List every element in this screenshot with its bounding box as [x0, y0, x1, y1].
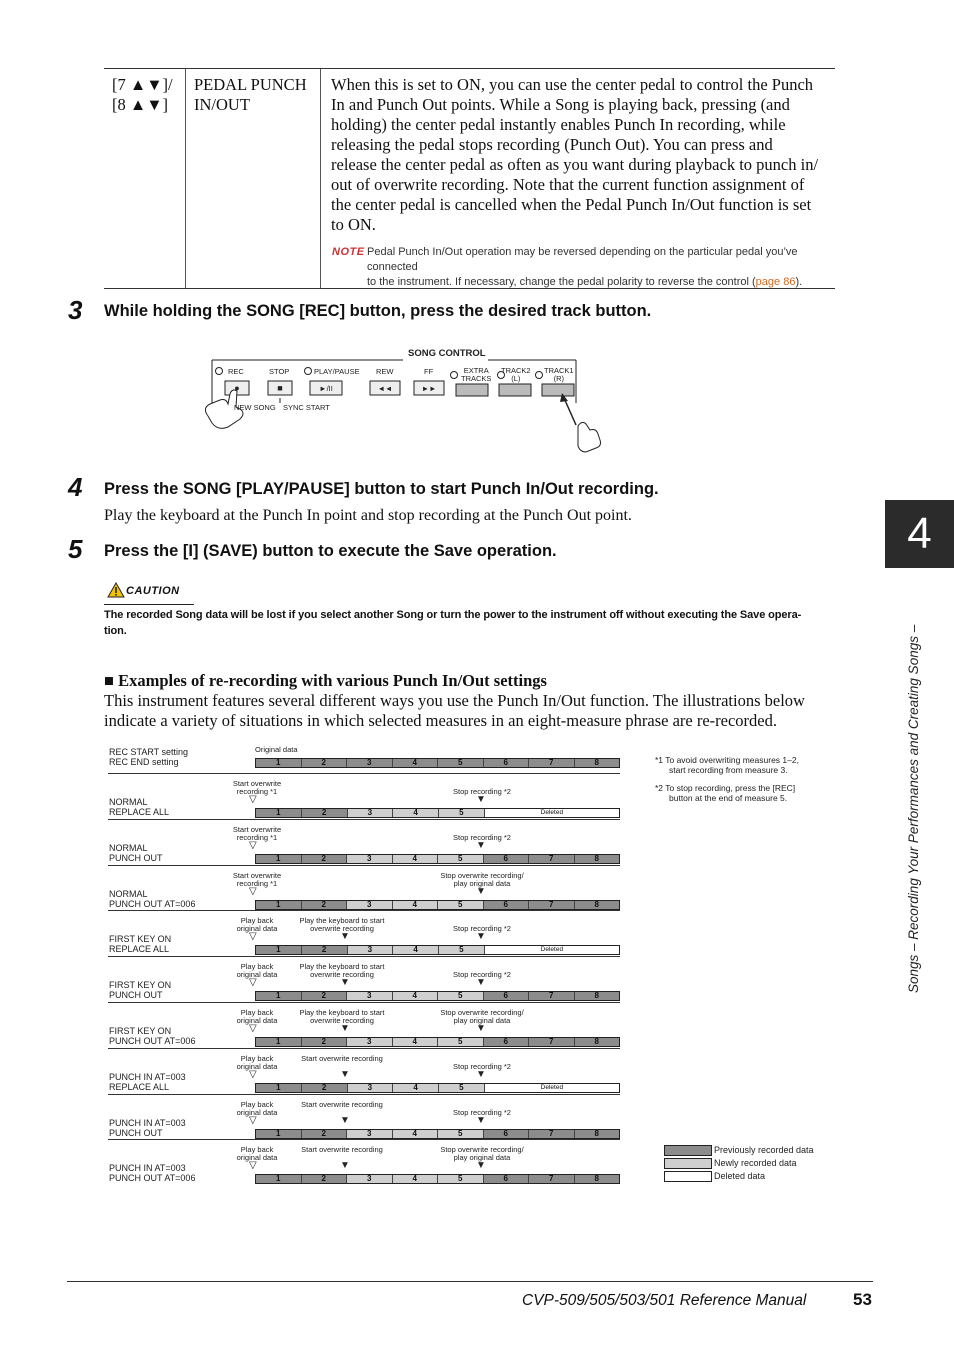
measure-bar	[255, 808, 620, 818]
measure-cell: 4	[393, 901, 439, 909]
measure-cell: 2	[302, 1038, 348, 1046]
measure-cell: 2	[302, 1084, 348, 1092]
step-number: 5	[68, 534, 83, 564]
caution-tag: CAUTION	[126, 585, 180, 597]
stop-label: STOP	[269, 367, 290, 376]
measure-bar	[255, 854, 620, 864]
section-body: This instrument features several different ways you use the Punch In/Out function. The illustrations below indicate a variety of situations in which selected measures in an eight-measure phrase are re-recorded.	[104, 691, 805, 730]
play-pause-button[interactable]: ►/II	[319, 384, 333, 393]
legend-swatch-prev	[664, 1145, 712, 1156]
measure-cell: 1	[256, 855, 302, 863]
note-tag: NOTE	[332, 246, 365, 258]
measure-cell: 2	[302, 809, 348, 817]
annotation-stop: Stop recording *2	[453, 833, 511, 842]
stop-button[interactable]: ■	[277, 383, 283, 393]
row-setting-label: NORMAL PUNCH OUT	[109, 843, 163, 863]
annotation-keyboard: Start overwrite recording	[301, 1100, 383, 1109]
punch-out-marker-icon: ▼	[476, 886, 486, 897]
warning-icon	[107, 582, 125, 598]
step-heading: While holding the SONG [REC] button, press the desired track button.	[104, 302, 652, 320]
measure-cell: 6	[484, 901, 530, 909]
annotation-start: Start overwrite recording *1	[232, 779, 282, 796]
start-marker-icon: ▽	[249, 1069, 257, 1080]
rew-label: REW	[376, 367, 394, 376]
annotation-stop: Stop recording *2	[453, 787, 511, 796]
rew-button[interactable]: ◄◄	[377, 384, 393, 393]
sync-start-label: SYNC START	[283, 403, 330, 412]
measure-cell: 8	[575, 855, 620, 863]
original-label: Original data	[255, 745, 298, 754]
new-song-label: NEW SONG	[234, 403, 276, 412]
measure-cell: 7	[529, 901, 575, 909]
measure-cell: 5	[438, 1038, 484, 1046]
start-marker-icon: ▽	[249, 1160, 257, 1171]
footer-manual: CVP-509/505/503/501 Reference Manual	[522, 1292, 807, 1309]
ff-button[interactable]: ►►	[421, 384, 437, 393]
row-divider	[108, 819, 620, 820]
step-heading: Press the SONG [PLAY/PAUSE] button to start Punch In/Out recording.	[104, 480, 659, 498]
punch-in-marker-icon: ▼	[340, 931, 350, 942]
parameter-name: PEDAL PUNCH IN/OUT	[194, 75, 307, 114]
legend-prev: Previously recorded data	[714, 1145, 814, 1155]
measure-cell: 8	[575, 992, 620, 1000]
measure-cell: 5	[439, 809, 485, 817]
punch-in-marker-icon: ▼	[340, 1023, 350, 1034]
annotation-stop: Stop overwrite recording/ play original data	[440, 871, 524, 888]
annotation-keyboard: Play the keyboard to start overwrite recording	[299, 962, 385, 979]
punch-in-marker-icon: ▼	[340, 977, 350, 988]
measure-cell: 2	[302, 1130, 348, 1138]
measure-cell: 5	[438, 1175, 484, 1183]
measure-cell: 4	[393, 855, 439, 863]
page-number: 53	[853, 1290, 872, 1309]
annotation-keyboard: Start overwrite recording	[301, 1054, 383, 1063]
punch-out-marker-icon: ▼	[476, 931, 486, 942]
punch-out-marker-icon: ▼	[476, 1160, 486, 1171]
measure-cell: 1	[256, 809, 302, 817]
step-body: Play the keyboard at the Punch In point and stop recording at the Punch Out point.	[104, 507, 632, 524]
note-text: Pedal Punch In/Out operation may be reversed depending on the particular pedal you’ve connected to the instrument. If necessary, change the pedal polarity to reverse the control (page 86).	[367, 246, 803, 288]
rec-label: REC	[228, 367, 244, 376]
measure-cell: 4	[393, 946, 439, 954]
measure-cell: 2	[302, 946, 348, 954]
panel-title: SONG CONTROL	[408, 348, 486, 359]
legend-swatch-del	[664, 1171, 712, 1182]
measure-cell: 2	[302, 901, 348, 909]
punch-in-marker-icon: ▼	[340, 1160, 350, 1171]
rec-button[interactable]: ●	[234, 383, 240, 393]
caution-text: The recorded Song data will be lost if you select another Song or turn the power to the instrument off without executing the Save opera- tion.	[104, 609, 802, 637]
measure-cell: 3	[347, 992, 393, 1000]
step-heading: Press the [I] (SAVE) button to execute the Save operation.	[104, 542, 557, 560]
annotation-stop: Stop recording *2	[453, 970, 511, 979]
row-setting-label: PUNCH IN AT=003 PUNCH OUT	[109, 1118, 186, 1138]
measure-cell: 3	[348, 1084, 394, 1092]
start-marker-icon: ▽	[249, 794, 257, 805]
measure-cell: 6	[484, 759, 530, 767]
annotation-start: Play back original data	[236, 1054, 278, 1071]
measure-bar	[255, 1083, 620, 1093]
punch-out-marker-icon: ▼	[476, 1115, 486, 1126]
caution-box	[104, 582, 194, 605]
measure-bar	[255, 1129, 620, 1139]
row-setting-label: FIRST KEY ON PUNCH OUT AT=006	[109, 1026, 196, 1046]
header-label: REC START setting REC END setting	[109, 747, 189, 767]
row-divider	[108, 865, 620, 866]
annotation-start: Play back original data	[236, 962, 278, 979]
measure-cell: 4	[393, 809, 439, 817]
measure-cell: 4	[393, 1175, 439, 1183]
legend-swatch-new	[664, 1158, 712, 1169]
measure-cell: 7	[529, 759, 575, 767]
punch-in-marker-icon: ▼	[340, 1115, 350, 1126]
punch-out-marker-icon: ▼	[476, 1023, 486, 1034]
measure-cell: 7	[529, 1175, 575, 1183]
measure-cell: 7	[529, 1130, 575, 1138]
measure-cell: 2	[302, 1175, 348, 1183]
annotation-start: Play back original data	[236, 1100, 278, 1117]
measure-cell: 1	[256, 1084, 302, 1092]
measure-cell: 4	[393, 1130, 439, 1138]
measure-bar	[255, 991, 620, 1001]
row-setting-label: PUNCH IN AT=003 PUNCH OUT AT=006	[109, 1163, 196, 1183]
measure-cell: 7	[529, 1038, 575, 1046]
button-ref: [7 ▲▼]/ [8 ▲▼]	[112, 75, 173, 114]
legend-del: Deleted data	[714, 1171, 766, 1181]
measure-bar	[255, 945, 620, 955]
measure-cell: 5	[438, 1130, 484, 1138]
measure-bar	[255, 1037, 620, 1047]
measure-cell: 8	[575, 901, 620, 909]
measure-cell: 6	[484, 992, 530, 1000]
start-marker-icon: ▽	[249, 886, 257, 897]
annotation-start: Play back original data	[236, 1145, 278, 1162]
start-marker-icon: ▽	[249, 977, 257, 988]
annotation-stop: Stop overwrite recording/ play original data	[440, 1145, 524, 1162]
measure-cell: 4	[393, 1084, 439, 1092]
measure-cell: 5	[439, 1084, 485, 1092]
annotation-stop: Stop recording *2	[453, 924, 511, 933]
section-heading: ■ Examples of re-recording with various Punch In/Out settings	[104, 671, 547, 690]
song-control-illustration	[198, 348, 618, 453]
deleted-cell: Deleted	[485, 1084, 619, 1092]
row-divider	[108, 1139, 620, 1140]
parameter-table	[104, 68, 835, 289]
start-marker-icon: ▽	[249, 1023, 257, 1034]
measure-cell: 1	[256, 1038, 302, 1046]
extra-tracks-label: EXTRA TRACKS	[461, 366, 492, 383]
punch-in-marker-icon: ▼	[340, 1069, 350, 1080]
measure-cell: 5	[438, 855, 484, 863]
measure-cell: 5	[439, 946, 485, 954]
annotation-keyboard: Start overwrite recording	[301, 1145, 383, 1154]
annotation-stop: Stop recording *2	[453, 1062, 511, 1071]
measure-cell: 2	[302, 759, 348, 767]
start-marker-icon: ▽	[249, 931, 257, 942]
measure-cell: 2	[302, 855, 348, 863]
measure-bar	[255, 758, 620, 768]
measure-cell: 3	[347, 759, 393, 767]
measure-cell: 3	[348, 809, 394, 817]
start-marker-icon: ▽	[249, 840, 257, 851]
measure-cell: 3	[347, 855, 393, 863]
annotation-start: Play back original data	[236, 1008, 278, 1025]
measure-cell: 1	[256, 759, 302, 767]
footer-rule	[67, 1281, 873, 1282]
parameter-description: When this is set to ON, you can use the center pedal to control the Punch In and Punch Out points. While a Song is playing back, pressing (and holding) the center pedal instantly enables Punch In recording, while releasing the pedal stops recording (Punch Out). You can press and release the center pedal as often as you want during playback to punch in/ out of overwrite recording. Note that the current function assignment of the center pedal is cancelled when the Pedal Punch In/Out function is set to ON.	[331, 75, 819, 234]
footnote-2: *2 To stop recording, press the [REC] button at the end of measure 5.	[655, 783, 796, 803]
play-pause-label: PLAY/PAUSE	[314, 367, 360, 376]
measure-cell: 5	[438, 759, 484, 767]
measure-cell: 4	[393, 992, 439, 1000]
annotation-stop: Stop overwrite recording/ play original data	[440, 1008, 524, 1025]
measure-cell: 8	[575, 1038, 620, 1046]
measure-cell: 8	[575, 1175, 620, 1183]
measure-cell: 3	[347, 1175, 393, 1183]
annotation-start: Play back original data	[236, 916, 278, 933]
measure-bar	[255, 900, 620, 910]
footnote-1: *1 To avoid overwriting measures 1–2, start recording from measure 3.	[655, 755, 799, 775]
measure-cell: 2	[302, 992, 348, 1000]
step-number: 3	[68, 295, 83, 325]
row-divider	[108, 1048, 620, 1049]
deleted-cell: Deleted	[485, 809, 619, 817]
measure-cell: 7	[529, 855, 575, 863]
measure-cell: 4	[393, 1038, 439, 1046]
row-setting-label: NORMAL PUNCH OUT AT=006	[109, 889, 196, 909]
track2-label: TRACK2 (L)	[501, 366, 531, 383]
measure-cell: 8	[575, 1130, 620, 1138]
measure-cell: 1	[256, 901, 302, 909]
song-control-panel	[198, 348, 618, 453]
row-divider	[108, 956, 620, 957]
annotation-start: Start overwrite recording *1	[232, 825, 282, 842]
measure-cell: 6	[484, 1130, 530, 1138]
measure-cell: 1	[256, 946, 302, 954]
measure-cell: 6	[484, 1038, 530, 1046]
row-setting-label: FIRST KEY ON PUNCH OUT	[109, 980, 172, 1000]
page-link[interactable]: page 86	[755, 276, 796, 288]
measure-cell: 6	[484, 1175, 530, 1183]
row-setting-label: NORMAL REPLACE ALL	[109, 797, 170, 817]
measure-cell: 5	[438, 901, 484, 909]
measure-cell: 1	[256, 1130, 302, 1138]
annotation-keyboard: Play the keyboard to start overwrite recording	[299, 916, 385, 933]
annotation-keyboard: Play the keyboard to start overwrite recording	[299, 1008, 385, 1025]
annotation-stop: Stop recording *2	[453, 1108, 511, 1117]
measure-cell: 3	[347, 1038, 393, 1046]
measure-cell: 7	[529, 992, 575, 1000]
step-number: 4	[68, 472, 83, 502]
punch-out-marker-icon: ▼	[476, 840, 486, 851]
measure-cell: 1	[256, 1175, 302, 1183]
row-divider	[108, 910, 620, 911]
chapter-side-title: Songs – Recording Your Performances and Creating Songs –	[906, 624, 921, 993]
measure-bar	[255, 1174, 620, 1184]
start-marker-icon: ▽	[249, 1115, 257, 1126]
legend-new: Newly recorded data	[714, 1158, 797, 1168]
measure-cell: 3	[348, 946, 394, 954]
measure-cell: 5	[438, 992, 484, 1000]
measure-cell: 3	[347, 901, 393, 909]
deleted-cell: Deleted	[485, 946, 619, 954]
punch-out-marker-icon: ▼	[476, 977, 486, 988]
track1-label: TRACK1 (R)	[544, 366, 574, 383]
row-setting-label: FIRST KEY ON REPLACE ALL	[109, 934, 172, 954]
row-divider	[108, 1002, 620, 1003]
annotation-start: Start overwrite recording *1	[232, 871, 282, 888]
punch-out-marker-icon: ▼	[476, 1069, 486, 1080]
measure-cell: 4	[393, 759, 439, 767]
chapter-tab: 4	[885, 500, 954, 568]
punch-out-marker-icon: ▼	[476, 794, 486, 805]
measure-cell: 8	[575, 759, 620, 767]
measure-cell: 3	[347, 1130, 393, 1138]
ff-label: FF	[424, 367, 434, 376]
measure-cell: 1	[256, 992, 302, 1000]
measure-cell: 6	[484, 855, 530, 863]
row-divider	[108, 1094, 620, 1095]
row-divider	[108, 773, 620, 774]
row-setting-label: PUNCH IN AT=003 REPLACE ALL	[109, 1072, 186, 1092]
